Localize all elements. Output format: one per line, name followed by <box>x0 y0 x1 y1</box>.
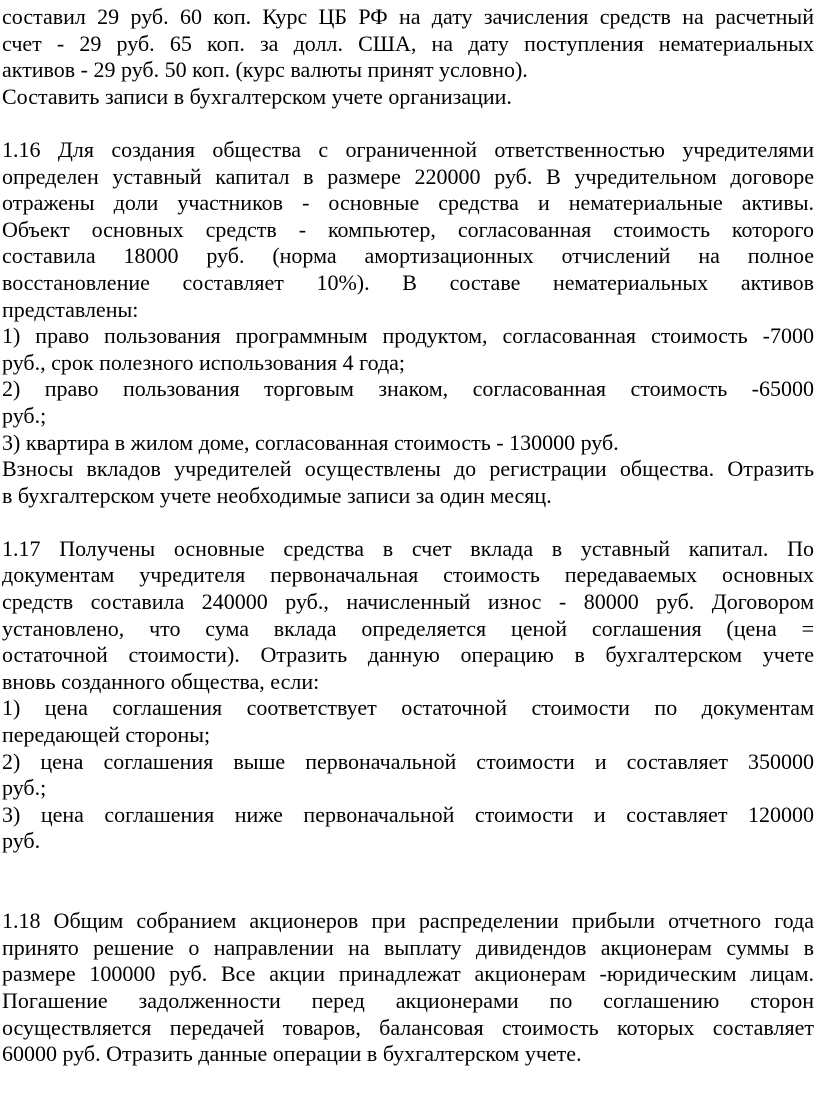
text-line: составил 29 руб. 60 коп. Курс ЦБ РФ на дату зачисления средств на расчетный <box>2 4 814 29</box>
text-line: Составить записи в бухгалтерском учете организации. <box>2 83 512 109</box>
text-line: передающей стороны; <box>2 722 211 748</box>
text-line: вновь созданного общества, если: <box>2 668 320 694</box>
text-line: руб., срок полезного использования 4 года; <box>2 349 406 375</box>
text-line: 1.17 Получены основные средства в счет вклада в уставный капитал. По <box>2 535 814 561</box>
text-line: активов - 29 руб. 50 коп. (курс валюты принят условно). <box>2 57 528 83</box>
intro-paragraph <box>2 4 814 110</box>
text-line: счет - 29 руб. 65 коп. за долл. США, на дату поступления нематериальных <box>2 30 814 56</box>
text-line: определен уставный капитал в размере 220000 руб. В учредительном договоре <box>2 163 814 189</box>
text-line: представлены: <box>2 296 139 322</box>
text-line: 1) цена соглашения соответствует остаточной стоимости по документам <box>2 695 814 721</box>
text-line: 2) право пользования торговым знаком, согласованная стоимость -65000 <box>2 376 814 402</box>
document-text <box>2 4 814 1068</box>
task-1-17 <box>2 536 814 855</box>
text-line: 3) цена соглашения ниже первоначальной стоимости и составляет 120000 <box>2 801 814 827</box>
text-line: руб. <box>2 828 41 854</box>
text-line: принято решение о направлении на выплату дивидендов акционерам суммы в <box>2 934 814 960</box>
text-line: документам учредителя первоначальная стоимость передаваемых основных <box>2 562 814 588</box>
text-line: средств составила 240000 руб., начисленный износ - 80000 руб. Договором <box>2 589 814 615</box>
text-line: размере 100000 руб. Все акции принадлежат акционерам -юридическим лицам. <box>2 961 814 987</box>
text-line: Погашение задолженности перед акционерами по соглашению сторон <box>2 987 814 1013</box>
text-line: Объект основных средств - компьютер, согласованная стоимость которого <box>2 216 814 242</box>
text-line: восстановление составляет 10%). В составе нематериальных активов <box>2 269 814 295</box>
text-line: Взносы вкладов учредителей осуществлены до регистрации общества. Отразить <box>2 456 814 482</box>
text-line: 1.16 Для создания общества с ограниченной ответственностью учредителями <box>2 136 814 162</box>
text-line: 1.18 Общим собранием акционеров при распределении прибыли отчетного года <box>2 908 814 934</box>
task-1-16 <box>2 137 814 509</box>
text-line: 3) квартира в жилом доме, согласованная стоимость - 130000 руб. <box>2 429 619 455</box>
text-line: остаточной стоимости). Отразить данную операцию в бухгалтерском учете <box>2 642 814 668</box>
text-line: осуществляется передачей товаров, балансовая стоимость которых составляет <box>2 1014 814 1040</box>
text-line: в бухгалтерском учете необходимые записи за один месяц. <box>2 482 552 508</box>
task-1-18 <box>2 908 814 1068</box>
text-line: руб.; <box>2 775 47 801</box>
text-line: 2) цена соглашения выше первоначальной стоимости и составляет 350000 <box>2 748 814 774</box>
text-line: отражены доли участников - основные средства и нематериальные активы. <box>2 190 814 216</box>
text-line: 60000 руб. Отразить данные операции в бухгалтерском учете. <box>2 1041 582 1067</box>
text-line: установлено, что сума вклада определяется ценой соглашения (цена = <box>2 615 814 641</box>
text-line: 1) право пользования программным продуктом, согласованная стоимость -7000 <box>2 323 814 349</box>
text-line: руб.; <box>2 402 47 428</box>
text-line: составила 18000 руб. (норма амортизационных отчислений на полное <box>2 243 814 269</box>
